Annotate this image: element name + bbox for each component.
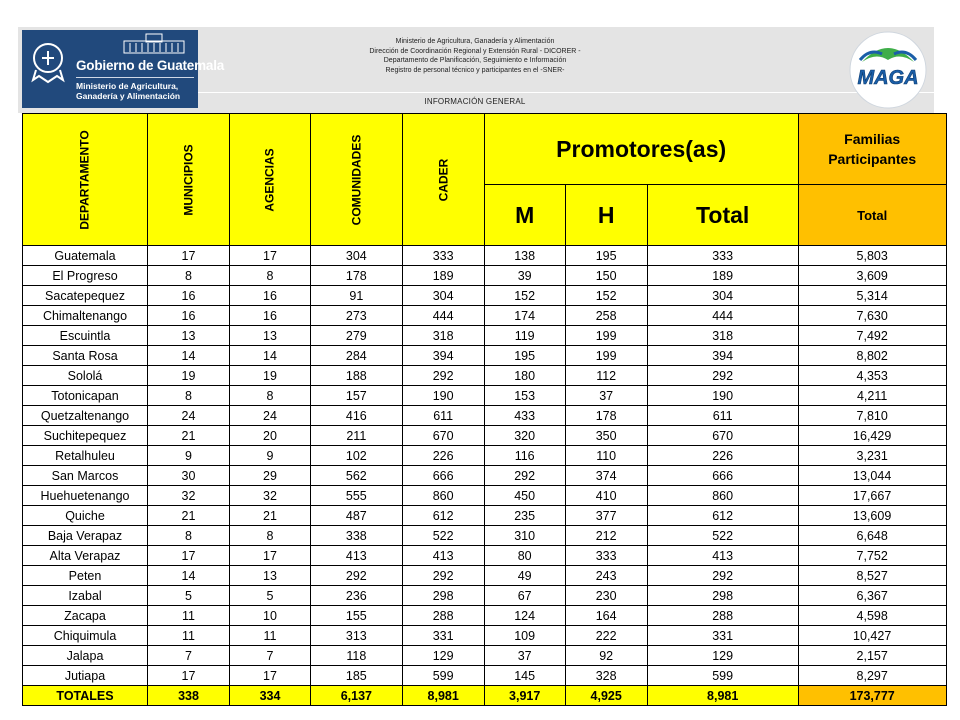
cell-agencias: 14 (230, 346, 311, 366)
totals-municipios: 338 (148, 686, 230, 706)
cell-familias: 5,803 (798, 246, 946, 266)
cell-cader: 226 (402, 446, 484, 466)
cell-municipios: 24 (148, 406, 230, 426)
table-row (23, 626, 947, 646)
table-row (23, 646, 947, 666)
cell-cader: 298 (402, 586, 484, 606)
cell-familias: 3,231 (798, 446, 946, 466)
header-municipios: MUNICIPIOS (148, 114, 230, 246)
cell-comunidades: 102 (311, 446, 403, 466)
cell-agencias: 16 (230, 306, 311, 326)
cell-m: 450 (484, 486, 565, 506)
cell-departamento: Jutiapa (23, 666, 148, 686)
cell-total: 611 (647, 406, 798, 426)
cell-agencias: 8 (230, 386, 311, 406)
cell-total: 189 (647, 266, 798, 286)
cell-departamento: San Marcos (23, 466, 148, 486)
cell-total: 304 (647, 286, 798, 306)
cell-m: 310 (484, 526, 565, 546)
cell-m: 153 (484, 386, 565, 406)
table-row (23, 606, 947, 626)
header-line-3: Departamento de Planificación, Seguimiento e Información (383, 57, 567, 64)
cell-total: 394 (647, 346, 798, 366)
cell-agencias: 29 (230, 466, 311, 486)
cell-h: 199 (565, 346, 647, 366)
cell-agencias: 11 (230, 626, 311, 646)
cell-total: 522 (647, 526, 798, 546)
header-departamento: DEPARTAMENTO (23, 114, 148, 246)
cell-comunidades: 157 (311, 386, 403, 406)
cell-h: 328 (565, 666, 647, 686)
cell-familias: 3,609 (798, 266, 946, 286)
cell-m: 109 (484, 626, 565, 646)
cell-h: 110 (565, 446, 647, 466)
cell-comunidades: 338 (311, 526, 403, 546)
cell-total: 318 (647, 326, 798, 346)
cell-m: 80 (484, 546, 565, 566)
cell-m: 292 (484, 466, 565, 486)
cell-m: 320 (484, 426, 565, 446)
gov-logo-sublabel-1: Ministerio de Agricultura, (76, 81, 179, 91)
cell-municipios: 14 (148, 566, 230, 586)
header-m: M (484, 185, 565, 246)
header-h: H (565, 185, 647, 246)
table-header-row (23, 114, 947, 185)
cell-comunidades: 273 (311, 306, 403, 326)
cell-familias: 13,609 (798, 506, 946, 526)
cell-total: 612 (647, 506, 798, 526)
cell-agencias: 9 (230, 446, 311, 466)
cell-familias: 7,492 (798, 326, 946, 346)
cell-familias: 4,211 (798, 386, 946, 406)
cell-cader: 318 (402, 326, 484, 346)
cell-municipios: 30 (148, 466, 230, 486)
table-row (23, 406, 947, 426)
cell-departamento: Alta Verapaz (23, 546, 148, 566)
cell-comunidades: 487 (311, 506, 403, 526)
cell-municipios: 17 (148, 546, 230, 566)
cell-departamento: Jalapa (23, 646, 148, 666)
header-divider (198, 92, 934, 93)
cell-m: 124 (484, 606, 565, 626)
cell-cader: 611 (402, 406, 484, 426)
cell-comunidades: 118 (311, 646, 403, 666)
cell-agencias: 16 (230, 286, 311, 306)
gov-logo-sublabel-2: Ganadería y Alimentación (76, 91, 181, 101)
cell-m: 174 (484, 306, 565, 326)
table-row (23, 346, 947, 366)
cell-cader: 331 (402, 626, 484, 646)
cell-departamento: Quetzaltenango (23, 406, 148, 426)
cell-agencias: 17 (230, 546, 311, 566)
cell-total: 129 (647, 646, 798, 666)
cell-departamento: Suchitepequez (23, 426, 148, 446)
cell-departamento: Sololá (23, 366, 148, 386)
cell-total: 333 (647, 246, 798, 266)
cell-agencias: 20 (230, 426, 311, 446)
table-row (23, 566, 947, 586)
table-row (23, 306, 947, 326)
cell-h: 410 (565, 486, 647, 506)
cell-total: 860 (647, 486, 798, 506)
cell-h: 152 (565, 286, 647, 306)
cell-total: 292 (647, 366, 798, 386)
cell-h: 178 (565, 406, 647, 426)
cell-municipios: 8 (148, 526, 230, 546)
cell-h: 374 (565, 466, 647, 486)
cell-agencias: 13 (230, 566, 311, 586)
cell-cader: 666 (402, 466, 484, 486)
header-line-1: Ministerio de Agricultura, Ganadería y Alimentación (395, 38, 555, 45)
cell-departamento: Baja Verapaz (23, 526, 148, 546)
cell-municipios: 21 (148, 426, 230, 446)
cell-cader: 860 (402, 486, 484, 506)
cell-m: 39 (484, 266, 565, 286)
totals-row (23, 686, 947, 706)
cell-departamento: Peten (23, 566, 148, 586)
cell-h: 377 (565, 506, 647, 526)
cell-cader: 444 (402, 306, 484, 326)
cell-municipios: 5 (148, 586, 230, 606)
cell-m: 138 (484, 246, 565, 266)
cell-comunidades: 562 (311, 466, 403, 486)
table-row (23, 506, 947, 526)
data-table (22, 113, 947, 706)
maga-logo-text: MAGA (857, 67, 919, 89)
totals-h: 4,925 (565, 686, 647, 706)
cell-cader: 292 (402, 566, 484, 586)
cell-agencias: 7 (230, 646, 311, 666)
cell-comunidades: 555 (311, 486, 403, 506)
cell-agencias: 19 (230, 366, 311, 386)
cell-municipios: 16 (148, 306, 230, 326)
table-row (23, 386, 947, 406)
cell-familias: 13,044 (798, 466, 946, 486)
cell-municipios: 11 (148, 606, 230, 626)
table-row (23, 666, 947, 686)
cell-familias: 8,297 (798, 666, 946, 686)
cell-familias: 5,314 (798, 286, 946, 306)
cell-m: 180 (484, 366, 565, 386)
cell-m: 195 (484, 346, 565, 366)
header-familias: Familias Participantes (798, 114, 946, 185)
cell-cader: 190 (402, 386, 484, 406)
cell-cader: 394 (402, 346, 484, 366)
cell-comunidades: 413 (311, 546, 403, 566)
cell-total: 292 (647, 566, 798, 586)
table-row (23, 366, 947, 386)
cell-comunidades: 284 (311, 346, 403, 366)
cell-comunidades: 178 (311, 266, 403, 286)
cell-municipios: 8 (148, 386, 230, 406)
cell-departamento: Zacapa (23, 606, 148, 626)
cell-h: 92 (565, 646, 647, 666)
cell-agencias: 21 (230, 506, 311, 526)
gov-logo-label: Gobierno de Guatemala (76, 58, 225, 73)
cell-municipios: 9 (148, 446, 230, 466)
palace-icon (122, 33, 186, 55)
cell-departamento: Totonicapan (23, 386, 148, 406)
cell-cader: 670 (402, 426, 484, 446)
cell-familias: 7,630 (798, 306, 946, 326)
cell-m: 49 (484, 566, 565, 586)
totals-m: 3,917 (484, 686, 565, 706)
cell-h: 150 (565, 266, 647, 286)
table-row (23, 526, 947, 546)
cell-familias: 4,353 (798, 366, 946, 386)
cell-cader: 333 (402, 246, 484, 266)
cell-municipios: 13 (148, 326, 230, 346)
cell-m: 37 (484, 646, 565, 666)
cell-m: 119 (484, 326, 565, 346)
cell-comunidades: 185 (311, 666, 403, 686)
cell-m: 116 (484, 446, 565, 466)
cell-total: 288 (647, 606, 798, 626)
cell-h: 230 (565, 586, 647, 606)
cell-familias: 16,429 (798, 426, 946, 446)
cell-h: 333 (565, 546, 647, 566)
cell-familias: 8,527 (798, 566, 946, 586)
header-total: Total (647, 185, 798, 246)
cell-municipios: 17 (148, 246, 230, 266)
cell-h: 164 (565, 606, 647, 626)
cell-comunidades: 155 (311, 606, 403, 626)
cell-municipios: 7 (148, 646, 230, 666)
cell-familias: 6,648 (798, 526, 946, 546)
table-row (23, 246, 947, 266)
cell-h: 37 (565, 386, 647, 406)
cell-h: 258 (565, 306, 647, 326)
info-general-label: INFORMACIÓN GENERAL (424, 97, 526, 106)
cell-total: 331 (647, 626, 798, 646)
cell-h: 222 (565, 626, 647, 646)
cell-comunidades: 304 (311, 246, 403, 266)
cell-departamento: Escuintla (23, 326, 148, 346)
gov-logo-sublabel (76, 81, 180, 101)
cell-cader: 292 (402, 366, 484, 386)
cell-m: 433 (484, 406, 565, 426)
header-comunidades: COMUNIDADES (311, 114, 403, 246)
cell-familias: 2,157 (798, 646, 946, 666)
cell-comunidades: 188 (311, 366, 403, 386)
cell-total: 298 (647, 586, 798, 606)
totals-total: 8,981 (647, 686, 798, 706)
cell-departamento: El Progreso (23, 266, 148, 286)
table-row (23, 266, 947, 286)
cell-m: 235 (484, 506, 565, 526)
table-row (23, 426, 947, 446)
cell-h: 350 (565, 426, 647, 446)
cell-departamento: Santa Rosa (23, 346, 148, 366)
table-row (23, 466, 947, 486)
cell-departamento: Guatemala (23, 246, 148, 266)
cell-familias: 7,752 (798, 546, 946, 566)
cell-total: 226 (647, 446, 798, 466)
cell-total: 666 (647, 466, 798, 486)
cell-departamento: Quiche (23, 506, 148, 526)
cell-agencias: 5 (230, 586, 311, 606)
cell-municipios: 19 (148, 366, 230, 386)
cell-cader: 522 (402, 526, 484, 546)
cell-familias: 7,810 (798, 406, 946, 426)
cell-comunidades: 211 (311, 426, 403, 446)
cell-h: 243 (565, 566, 647, 586)
cell-m: 67 (484, 586, 565, 606)
table-row (23, 326, 947, 346)
header-agencias: AGENCIAS (230, 114, 311, 246)
cell-municipios: 16 (148, 286, 230, 306)
cell-comunidades: 313 (311, 626, 403, 646)
cell-agencias: 17 (230, 246, 311, 266)
cell-familias: 17,667 (798, 486, 946, 506)
cell-familias: 10,427 (798, 626, 946, 646)
cell-departamento: Chiquimula (23, 626, 148, 646)
cell-agencias: 13 (230, 326, 311, 346)
totals-departamento: TOTALES (23, 686, 148, 706)
totals-agencias: 334 (230, 686, 311, 706)
header-promotores: Promotores(as) (484, 114, 798, 185)
cell-municipios: 32 (148, 486, 230, 506)
cell-cader: 189 (402, 266, 484, 286)
cell-agencias: 8 (230, 266, 311, 286)
table-row (23, 446, 947, 466)
cell-comunidades: 236 (311, 586, 403, 606)
totals-comunidades: 6,137 (311, 686, 403, 706)
cell-cader: 288 (402, 606, 484, 626)
cell-comunidades: 279 (311, 326, 403, 346)
cell-comunidades: 292 (311, 566, 403, 586)
maga-logo-icon (848, 30, 928, 110)
cell-municipios: 17 (148, 666, 230, 686)
cell-departamento: Izabal (23, 586, 148, 606)
table-row (23, 546, 947, 566)
cell-m: 152 (484, 286, 565, 306)
cell-municipios: 14 (148, 346, 230, 366)
table-row (23, 286, 947, 306)
cell-m: 145 (484, 666, 565, 686)
cell-cader: 612 (402, 506, 484, 526)
gobierno-guatemala-logo (22, 30, 225, 108)
cell-cader: 599 (402, 666, 484, 686)
cell-total: 190 (647, 386, 798, 406)
cell-agencias: 32 (230, 486, 311, 506)
cell-familias: 6,367 (798, 586, 946, 606)
cell-cader: 129 (402, 646, 484, 666)
cell-municipios: 11 (148, 626, 230, 646)
cell-agencias: 17 (230, 666, 311, 686)
logo-divider (76, 77, 194, 78)
cell-agencias: 10 (230, 606, 311, 626)
cell-agencias: 8 (230, 526, 311, 546)
totals-familias: 173,777 (798, 686, 946, 706)
header-text (250, 37, 700, 75)
cell-cader: 413 (402, 546, 484, 566)
cell-comunidades: 416 (311, 406, 403, 426)
cell-departamento: Sacatepequez (23, 286, 148, 306)
cell-comunidades: 91 (311, 286, 403, 306)
cell-municipios: 21 (148, 506, 230, 526)
cell-familias: 8,802 (798, 346, 946, 366)
cell-h: 199 (565, 326, 647, 346)
cell-h: 195 (565, 246, 647, 266)
cell-departamento: Chimaltenango (23, 306, 148, 326)
header-cader: CADER (402, 114, 484, 246)
header-line-2: Dirección de Coordinación Regional y Extensión Rural - DICORER - (369, 47, 581, 55)
header-familias-total: Total (798, 185, 946, 246)
table-row (23, 486, 947, 506)
cell-departamento: Retalhuleu (23, 446, 148, 466)
cell-total: 670 (647, 426, 798, 446)
cell-total: 444 (647, 306, 798, 326)
guatemala-seal-icon (25, 36, 71, 96)
cell-agencias: 24 (230, 406, 311, 426)
cell-familias: 4,598 (798, 606, 946, 626)
cell-total: 599 (647, 666, 798, 686)
cell-h: 212 (565, 526, 647, 546)
cell-cader: 304 (402, 286, 484, 306)
totals-cader: 8,981 (402, 686, 484, 706)
cell-departamento: Huehuetenango (23, 486, 148, 506)
header-line-4: Registro de personal técnico y participantes en el -SNER- (385, 66, 565, 74)
cell-total: 413 (647, 546, 798, 566)
cell-h: 112 (565, 366, 647, 386)
table-row (23, 586, 947, 606)
cell-municipios: 8 (148, 266, 230, 286)
